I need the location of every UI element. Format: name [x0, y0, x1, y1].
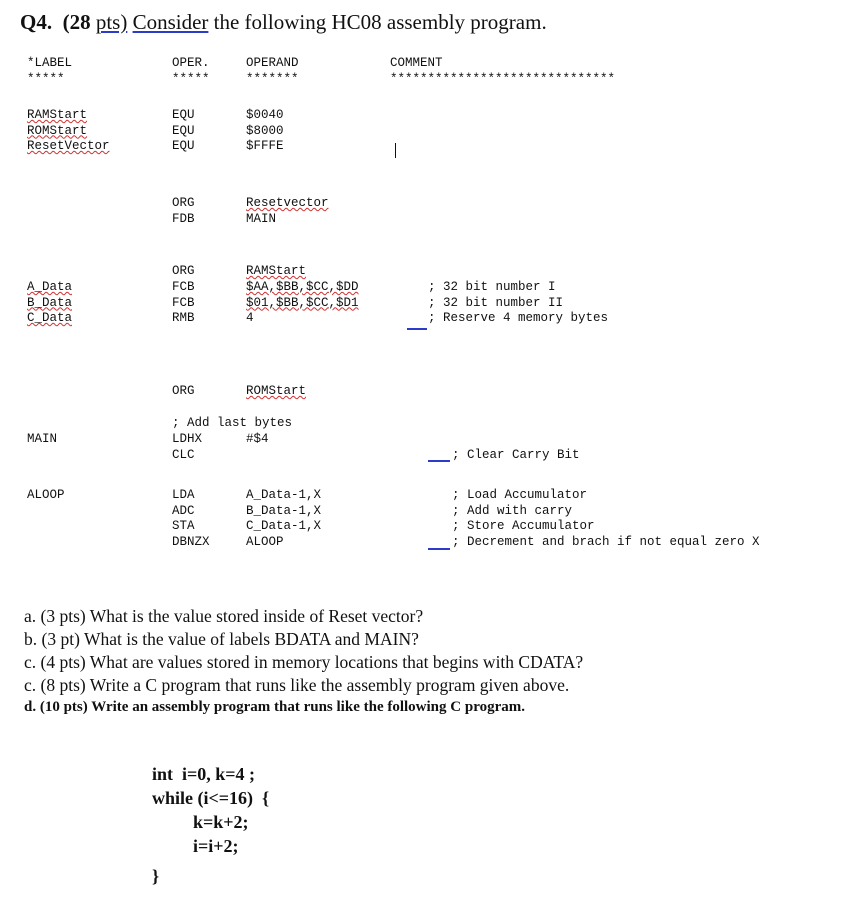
question-title: Q4. (28 pts) Consider the following HC08 assembly program. [20, 10, 547, 34]
loop-comments: ; Load Accumulator ; Add with carry ; Store Accumulator ; Decrement and brach if not equal zero X [452, 488, 760, 549]
question-c1: c. (4 pts) What are values stored in memory locations that begins with CDATA? [24, 652, 584, 672]
equates-opers: EQU EQU EQU [172, 108, 195, 153]
c-line-i-increment: i=i+2; [193, 836, 239, 856]
data-operands: $AA,$BB,$CC,$DD $01,$BB,$CC,$D1 4 [246, 280, 359, 325]
header-comment: COMMENT [390, 56, 443, 70]
question-b: b. (3 pt) What is the value of labels BDATA and MAIN? [24, 629, 419, 649]
header-oper: OPER. [172, 56, 210, 70]
aloop-label: ALOOP [27, 488, 65, 502]
question-d: d. (10 pts) Write an assembly program that runs like the following C program. [24, 699, 525, 715]
data-labels: A_Data B_Data C_Data [27, 280, 73, 325]
text-cursor [395, 143, 396, 158]
header-stars-oper: ***** [172, 72, 210, 86]
rom-org-oper: ORG [172, 384, 195, 398]
c-line-k-increment: k=k+2; [193, 812, 249, 832]
reset-operands: Resetvector MAIN [246, 196, 329, 226]
rom-org-operand: ROMStart [246, 384, 307, 398]
comment-marker [428, 460, 450, 462]
clear-carry-comment: ; Clear Carry Bit [452, 448, 580, 462]
header-stars-comment: ****************************** [390, 72, 616, 86]
comment-marker [428, 548, 450, 550]
add-last-bytes-comment: ; Add last bytes [172, 416, 293, 430]
question-c2: c. (8 pts) Write a C program that runs like the assembly program given above. [24, 675, 570, 695]
header-operand: OPERAND [246, 56, 299, 70]
title-consider: Consider [132, 10, 209, 34]
data-org-operand: RAMStart [246, 264, 307, 278]
header-label: *LABEL [27, 56, 73, 70]
header-stars-label: ***** [27, 72, 65, 86]
data-org-oper: ORG [172, 264, 195, 278]
main-operand: #$4 [246, 432, 269, 446]
comment-marker [407, 328, 427, 330]
c-line-while: while (i<=16) { [152, 788, 270, 808]
main-label: MAIN [27, 432, 58, 446]
loop-operands: A_Data-1,X B_Data-1,X C_Data-1,X ALOOP [246, 488, 322, 549]
question-a: a. (3 pts) What is the value stored inside of Reset vector? [24, 606, 424, 626]
reset-opers: ORG FDB [172, 196, 195, 226]
header-stars-operand: ******* [246, 72, 299, 86]
c-line-close-brace: } [152, 866, 160, 886]
title-pts: pts) [95, 10, 128, 34]
equates-labels: RAMStart ROMStart ResetVector [27, 108, 110, 153]
equates-operands: $0040 $8000 $FFFE [246, 108, 284, 153]
data-comments: ; 32 bit number I ; 32 bit number II ; Reserve 4 memory bytes [428, 280, 609, 325]
data-opers: FCB FCB RMB [172, 280, 195, 325]
main-opers: LDHX CLC [172, 432, 203, 462]
loop-opers: LDA ADC STA DBNZX [172, 488, 210, 549]
c-line-declaration: int i=0, k=4 ; [152, 764, 256, 784]
